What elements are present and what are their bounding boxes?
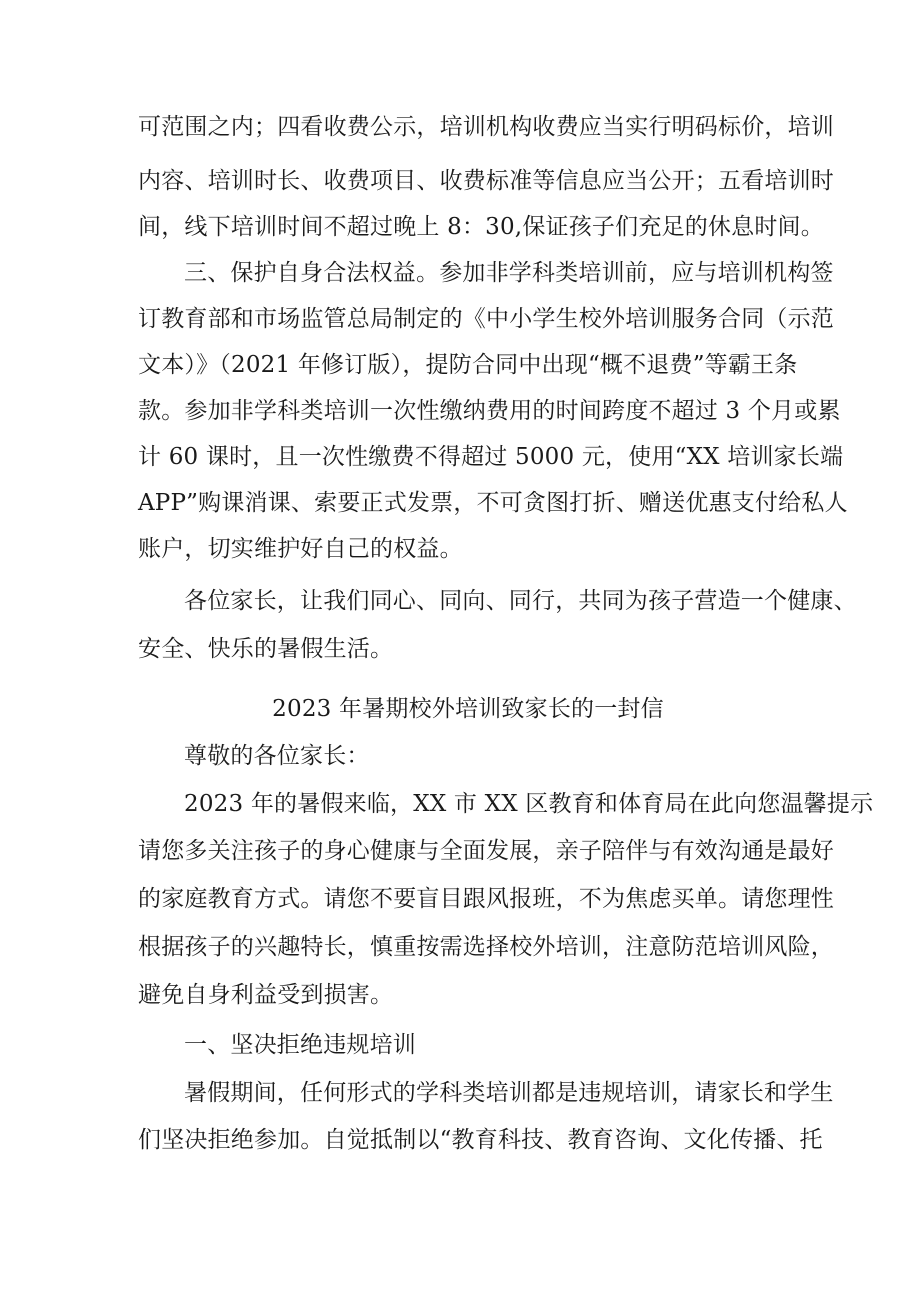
salutation: 尊敬的各位家长： bbox=[184, 743, 370, 769]
section-heading: 一、坚决拒绝违规培训 bbox=[184, 1032, 416, 1058]
text-line: 的家庭教育方式。请您不要盲目跟风报班，不为焦虑买单。请您理性 bbox=[138, 886, 834, 912]
paragraph-start-line: 三、保护自身合法权益。参加非学科类培训前，应与培训机构签 bbox=[184, 260, 834, 286]
text-line: 计 60 课时，且一次性缴费不得超过 5000 元，使用“XX 培训家长端 bbox=[138, 444, 844, 470]
text-line: 请您多关注孩子的身心健康与全面发展，亲子陪伴与有效沟通是最好 bbox=[138, 838, 834, 864]
paragraph-start-line: 各位家长，让我们同心、同向、同行，共同为孩子营造一个健康、 bbox=[184, 588, 857, 614]
text-line: 根据孩子的兴趣特长，慎重按需选择校外培训，注意防范培训风险， bbox=[138, 934, 834, 960]
letter-title: 2023 年暑期校外培训致家长的一封信 bbox=[272, 696, 664, 722]
text-line: 安全、快乐的暑假生活。 bbox=[138, 636, 394, 662]
paragraph-start-line: 暑假期间，任何形式的学科类培训都是违规培训，请家长和学生 bbox=[184, 1080, 834, 1106]
text-line: 避免自身利益受到损害。 bbox=[138, 982, 394, 1008]
text-line: 文本）》（2021 年修订版），提防合同中出现“概不退费”等霸王条 bbox=[138, 352, 798, 378]
text-line: 账户，切实维护好自己的权益。 bbox=[138, 536, 463, 562]
text-line: 内容、培训时长、收费项目、收费标准等信息应当公开；五看培训时 bbox=[138, 168, 834, 194]
text-line: 款。参加非学科类培训一次性缴纳费用的时间跨度不超过 3 个月或累 bbox=[138, 398, 841, 424]
text-line: APP”购课消课、索要正式发票，不可贪图打折、赠送优惠支付给私人 bbox=[138, 490, 848, 516]
text-line: 可范围之内；四看收费公示，培训机构收费应当实行明码标价，培训 bbox=[138, 114, 834, 140]
text-line: 订教育部和市场监管总局制定的《中小学生校外培训服务合同（示范 bbox=[138, 306, 834, 332]
text-line: 们坚决拒绝参加。自觉抵制以“教育科技、教育咨询、文化传播、托 bbox=[138, 1127, 823, 1153]
text-line: 间，线下培训时间不超过晚上 8：30,保证孩子们充足的休息时间。 bbox=[138, 214, 824, 240]
paragraph-start-line: 2023 年的暑假来临，XX 市 XX 区教育和体育局在此向您温馨提示 bbox=[184, 791, 874, 817]
